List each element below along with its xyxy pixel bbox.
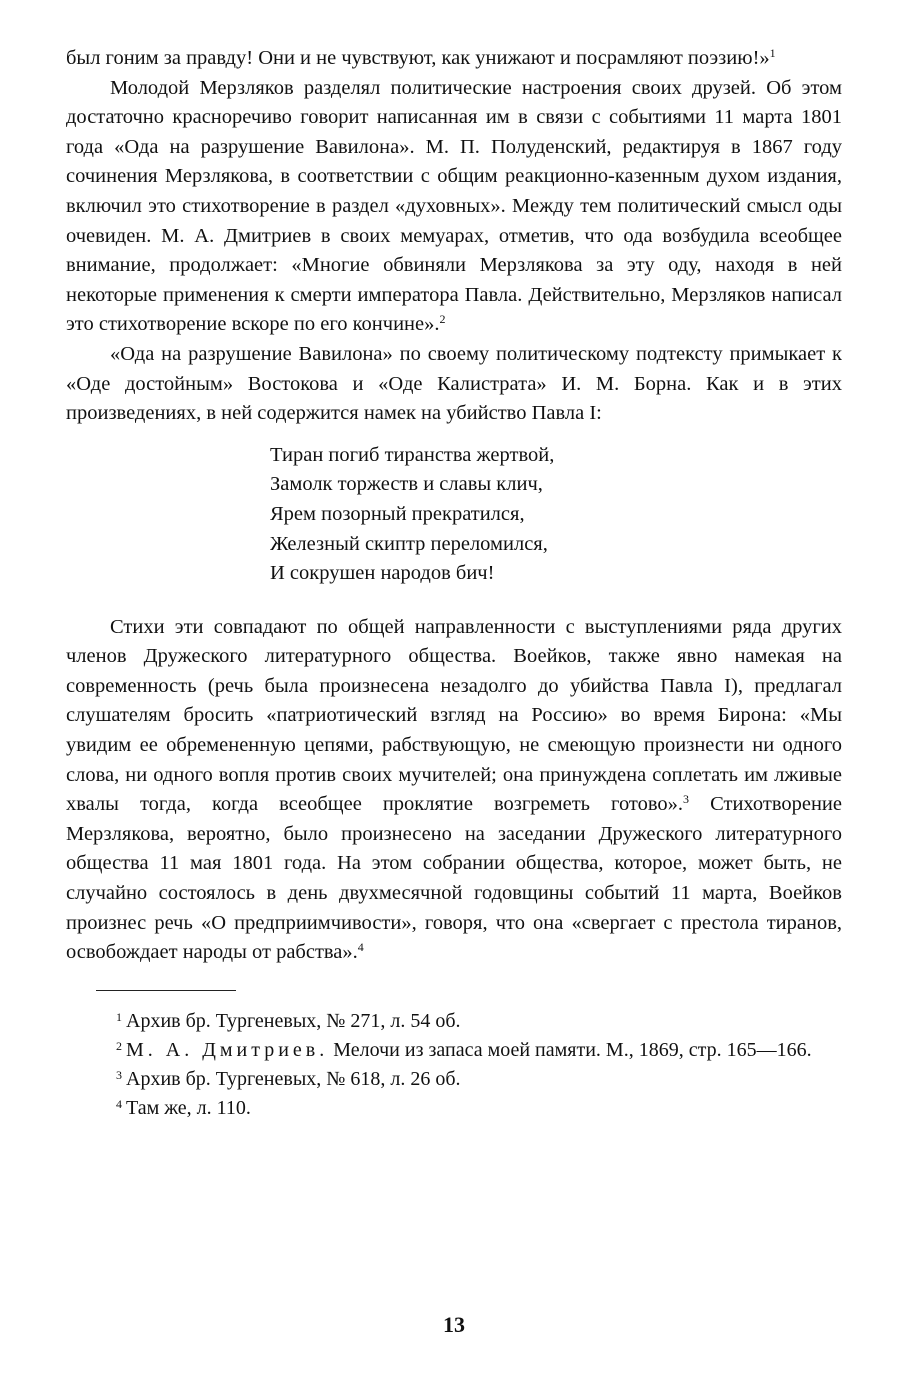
footnote-ref: 1	[769, 46, 776, 60]
paragraph-text: Молодой Мерзляков разделял политические настроения своих друзей. Об этом достаточно красноречиво говорит написанная им в связи с событиями 11 марта 1801 года «Ода на разрушение Вавилона». М. П. Полуденский, редактируя в 1867 году сочинения Мерзлякова, в соответствии с общим реакционно-казенным духом издания, включил это стихотворение в раздел «духовных». Между тем политический смысл оды очевиден. М. А. Дмитриев в своих мемуарах, отметив, что ода возбудила всеобщее внимание, продолжает: «Многие обвиняли Мерзлякова за эту оду, находя в ней некоторые применения к смерти императора Павла. Действительно, Мерзляков написал это стихотворение вскоре по его кончине».	[66, 76, 842, 336]
poem-quote	[270, 441, 842, 589]
footnote-divider	[96, 990, 236, 991]
footnote-ref: 3	[683, 792, 690, 807]
poem-line: Ярем позорный прекратился,	[270, 502, 525, 525]
footnote-2: $^2$ М. А. Дмитриев. Мелочи из запаса моей памяти. М., 1869, стр. 165—166.	[116, 1038, 812, 1061]
poem-line: Железный скиптр переломился,	[270, 532, 548, 555]
footnote-4: $^4$ Там же, л. 110.	[116, 1096, 251, 1119]
paragraph-text: Стихи эти совпадают по общей направленности с выступлениями ряда других членов Дружеского литературного общества. Воейков, также явно намекая на современность (речь была произнесена незадолго до убийства Павла I), предлагал слушателям бросить «патриотический взгляд на Россию» во время Бирона: «Мы увидим ее обремененную цепями, рабствующую, не смеющую произнести ни одного слова, ни одного вопля против своих мучителей; она принуждена соплетать им лживые хвалы тогда, когда всеобщее проклятие возгреметь готово».	[66, 615, 842, 816]
footnote-ref: 2	[439, 312, 446, 327]
footnote-3: $^3$ Архив бр. Тургеневых, № 618, л. 26 об.	[116, 1067, 461, 1090]
poem-line: И сокрушен народов бич!	[270, 562, 495, 585]
paragraph-text: «Ода на разрушение Вавилона» по своему политическому подтексту примыкает к «Оде достойным» Востокова и «Оде Калистрата» И. М. Борна. Как и в этих произведениях, в ней содержится намек на убийство Павла I:	[66, 342, 842, 425]
footnote-1: $^1$ Архив бр. Тургеневых, № 271, л. 54 об.	[116, 1009, 461, 1032]
paragraph-text: Стихотворение Мерзлякова, вероятно, было произнесено на заседании Дружеского литературного общества 11 мая 1801 года. На этом собрании общества, которое, может быть, не случайно состоялось в день двухмесячной годовщины событий 11 марта, Воейков произнес речь «О предприимчивости», говоря, что она «свергает с престола тиранов, освобождает народы от рабства».	[66, 793, 842, 964]
paragraph-continuation	[66, 44, 842, 74]
poem-line: Замолк торжеств и славы клич,	[270, 473, 543, 496]
paragraph-society-speeches	[66, 613, 842, 968]
page-number: 13	[443, 1312, 465, 1337]
paragraph-merzlyakov-views	[66, 74, 842, 340]
footnote-ref: 4	[357, 940, 364, 955]
poem-line: Тиран погиб тиранства жертвой,	[270, 443, 555, 466]
paragraph-text: был гоним за правду! Они и не чувствуют, как унижают и посрамляют поэзию!»	[66, 47, 770, 69]
paragraph-ode-context	[66, 340, 842, 429]
